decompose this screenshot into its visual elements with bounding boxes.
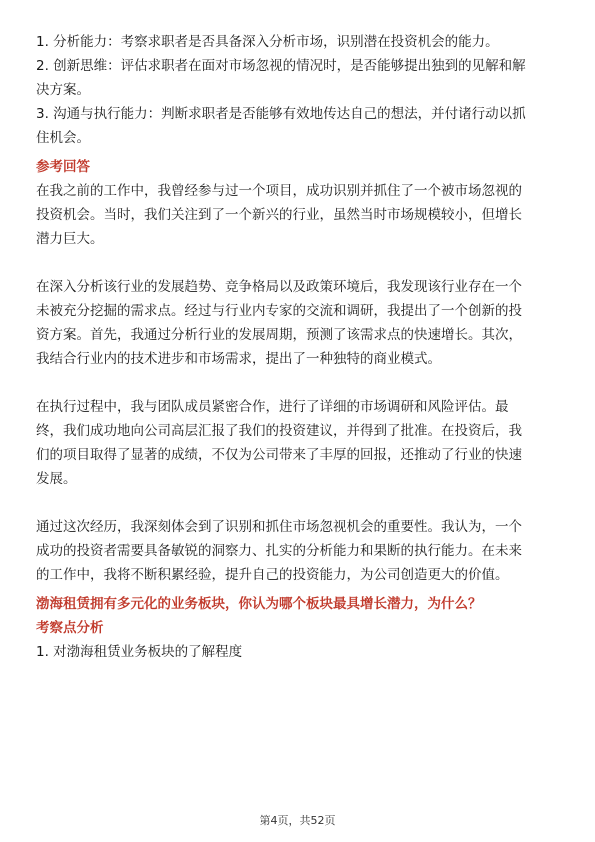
answer-p2-line-2: 未被充分挖掘的需求点。经过与行业内专家的交流和调研，我提出了一个创新的投 bbox=[36, 303, 522, 319]
answer-p3-line-2: 终，我们成功地向公司高层汇报了我们的投资建议，并得到了批准。在投资后，我 bbox=[36, 423, 522, 439]
answer-paragraph-4 bbox=[36, 515, 563, 587]
answer-paragraph-3 bbox=[36, 395, 563, 491]
answer-paragraph-2 bbox=[36, 275, 563, 371]
answer-p3-line-1: 在执行过程中，我与团队成员紧密合作，进行了详细的市场调研和风险评估。最 bbox=[36, 399, 509, 415]
page-footer: 第4页，共52页 bbox=[259, 814, 336, 827]
answer-p2-line-4: 我结合行业内的技术进步和市场需求，提出了一种独特的商业模式。 bbox=[36, 351, 441, 367]
answer-p4-line-1: 通过这次经历，我深刻体会到了识别和抓住市场忽视机会的重要性。我认为，一个 bbox=[36, 519, 522, 535]
criteria-item-1-line-1: 1. 分析能力：考察求职者是否具备深入分析市场，识别潜在投资机会的能力。 bbox=[36, 34, 499, 50]
answer-paragraph-1 bbox=[36, 179, 563, 251]
answer-heading: 参考回答 bbox=[36, 159, 90, 175]
answer-p3-line-3: 们的项目取得了显著的成绩，不仅为公司带来了丰厚的回报，还推动了行业的快速 bbox=[36, 447, 522, 463]
answer-p2-line-1: 在深入分析该行业的发展趋势、竞争格局以及政策环境后，我发现该行业存在一个 bbox=[36, 279, 522, 295]
analysis-item-1: 1. 对渤海租赁业务板块的了解程度 bbox=[36, 644, 243, 660]
answer-p3-line-4: 发展。 bbox=[36, 471, 77, 487]
question-heading: 渤海租赁拥有多元化的业务板块，你认为哪个板块最具增长潜力，为什么？ bbox=[36, 596, 482, 612]
analysis-heading: 考察点分析 bbox=[36, 620, 104, 636]
criteria-list bbox=[36, 30, 563, 150]
answer-p4-line-2: 成功的投资者需要具备敏锐的洞察力、扎实的分析能力和果断的执行能力。在未来 bbox=[36, 543, 522, 559]
answer-p1-line-2: 投资机会。当时，我们关注到了一个新兴的行业，虽然当时市场规模较小，但增长 bbox=[36, 207, 522, 223]
document-page bbox=[36, 30, 563, 664]
criteria-item-3-line-2: 住机会。 bbox=[36, 130, 90, 146]
answer-p4-line-3: 的工作中，我将不断积累经验，提升自己的投资能力，为公司创造更大的价值。 bbox=[36, 567, 509, 583]
answer-p1-line-1: 在我之前的工作中，我曾经参与过一个项目，成功识别并抓住了一个被市场忽视的 bbox=[36, 183, 522, 199]
answer-p2-line-3: 资方案。首先，我通过分析行业的发展周期，预测了该需求点的快速增长。其次， bbox=[36, 327, 522, 343]
criteria-item-2-line-1: 2. 创新思维：评估求职者在面对市场忽视的情况时，是否能够提出独到的见解和解 bbox=[36, 58, 526, 74]
criteria-item-3-line-1: 3. 沟通与执行能力：判断求职者是否能够有效地传达自己的想法，并付诸行动以抓 bbox=[36, 106, 526, 122]
answer-p1-line-3: 潜力巨大。 bbox=[36, 231, 104, 247]
criteria-item-2-line-2: 决方案。 bbox=[36, 82, 90, 98]
